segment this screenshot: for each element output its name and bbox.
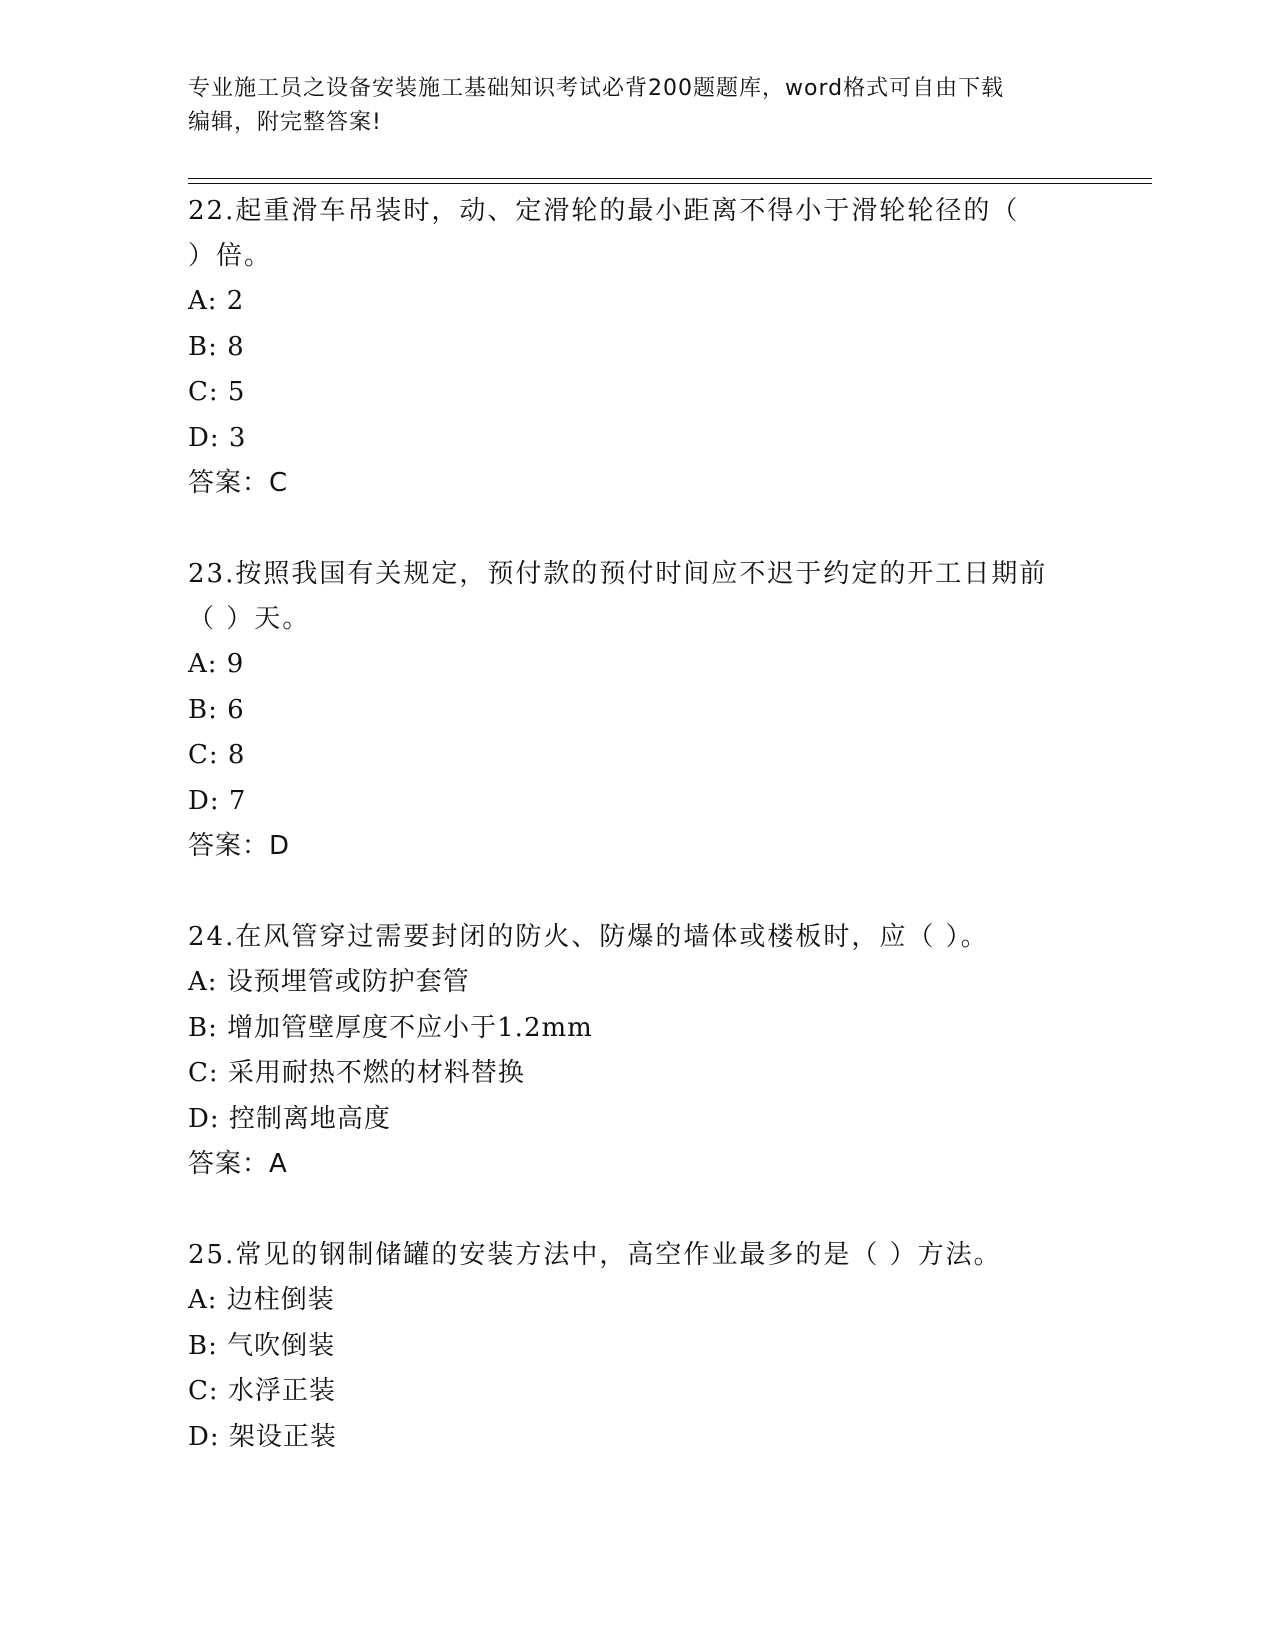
option-d: D: 7 [188,785,247,816]
question-stem-line-1: 23.按照我国有关规定，预付款的预付时间应不迟于约定的开工日期前 [188,559,1048,589]
answer-line: 答案：D [188,831,291,861]
option-c: C: 采用耐热不燃的材料替换 [188,1058,525,1088]
option-a: A: 设预埋管或防护套管 [188,967,470,997]
option-b: B: 8 [188,331,245,362]
option-d: D: 3 [188,422,247,453]
option-a: A: 9 [188,649,245,679]
question-24 [188,915,1088,1187]
question-stem-line-1: 25.常见的钢制储罐的安装方法中，高空作业最多的是（ ）方法。 [188,1240,1002,1270]
question-stem-line-1: 24.在风管穿过需要封闭的防火、防爆的墙体或楼板时，应（ ）。 [188,922,989,952]
header-line-2: 编辑，附完整答案! [188,110,382,135]
document-header [188,72,1088,140]
header-divider-bottom [188,183,1152,184]
option-a: A: 边柱倒装 [188,1285,335,1315]
question-23 [188,552,1088,869]
question-22 [188,189,1088,506]
option-c: C: 水浮正装 [188,1376,336,1406]
answer-line: 答案：C [188,468,289,498]
option-b: B: 6 [188,694,245,725]
option-c: C: 8 [188,740,246,770]
question-25 [188,1233,1088,1460]
option-b: B: 增加管壁厚度不应小于1.2mm [188,1012,593,1043]
option-b: B: 气吹倒装 [188,1330,336,1361]
question-stem-line-2: ）倍。 [188,241,273,271]
option-c: C: 5 [188,377,246,407]
option-d: D: 控制离地高度 [188,1103,391,1134]
header-line-1: 专业施工员之设备安装施工基础知识考试必背200题题库，word格式可自由下载 [188,76,1005,101]
header-divider-top [188,178,1152,179]
option-a: A: 2 [188,286,245,316]
answer-line: 答案：A [188,1149,288,1179]
option-d: D: 架设正装 [188,1421,337,1452]
question-stem-line-2: （ ）天。 [188,604,311,634]
question-stem-line-1: 22.起重滑车吊装时，动、定滑轮的最小距离不得小于滑轮轮径的（ [188,196,1020,226]
